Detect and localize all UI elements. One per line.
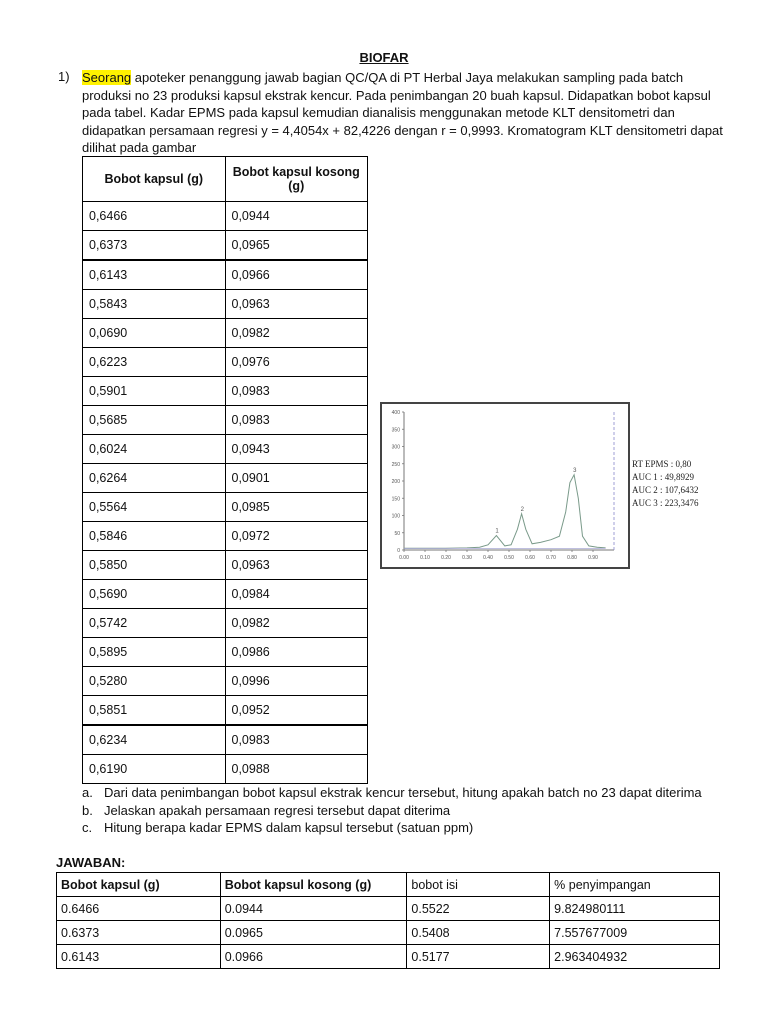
table-row [83,551,368,580]
answer-cell: 7.557677009 [550,921,720,945]
empty-capsule-weight-cell: 0,0965 [225,231,368,261]
table-row [83,435,368,464]
answer-cell: 0.0966 [220,945,407,969]
answer-cell: 0.6466 [57,897,221,921]
x-tick-label: 0.40 [483,555,493,561]
subquestion-text: Jelaskan apakah persamaan regresi tersebut dapat diterima [104,802,451,818]
table-row [83,464,368,493]
answer-label: JAWABAN: [56,855,126,870]
capsule-weight-cell: 0,5851 [83,696,226,726]
page-title: BIOFAR [359,50,409,65]
answer-row [57,897,720,921]
subquestion-text: Dari data penimbangan bobot kapsul ekstrak kencur tersebut, hitung apakah batch no 23 dapat diterima [104,785,702,800]
y-tick-label: 300 [391,444,400,451]
table-row [83,348,368,377]
table-row [83,609,368,638]
table-row [83,580,368,609]
x-tick-label: 0.80 [567,555,577,561]
capsule-weight-cell: 0,5846 [83,522,226,551]
subquestion-text: Hitung berapa kadar EPMS dalam kapsul tersebut (satuan ppm) [104,820,474,836]
empty-capsule-weight-cell: 0,0944 [225,202,368,231]
question-number: 1) [58,69,70,84]
answer-cell: 0.6373 [57,921,221,945]
y-tick-label: 250 [391,461,400,468]
capsule-weight-cell: 0,5850 [83,551,226,580]
table-row [83,667,368,696]
empty-capsule-weight-cell: 0,0966 [225,260,368,290]
question-body: apoteker penanggung jawab bagian QC/QA di PT Herbal Jaya melakukan sampling pada batch produksi no 23 produksi kapsul ekstrak kencur. Pada penimbangan 20 buah kapsul. Didapatkan bobot kapsul pada tabel. Kadar EPMS pada kapsul kemudian dianalisis menggunakan metode KLT densitometri dan didapatkan persamaan regresi y = 4,4054x + 82,4226 dengan r = 0,9993. Kromatogram KLT densitometri dapat dilihat pada gambar [82,70,723,156]
x-tick-label: 0.60 [525,555,535,561]
capsule-weight-cell: 0,6234 [83,725,226,755]
answer-row [57,945,720,969]
peak-label: 1 [495,528,499,535]
empty-capsule-weight-cell: 0,0976 [225,348,368,377]
table-row [83,522,368,551]
x-tick-label: 0.30 [462,555,472,561]
empty-capsule-weight-cell: 0,0982 [225,609,368,638]
answer-header: % penyimpangan [550,873,720,897]
chromatogram-svg [382,404,628,567]
empty-capsule-weight-cell: 0,0963 [225,551,368,580]
table-row [83,406,368,435]
empty-capsule-weight-cell: 0,0963 [225,290,368,319]
answer-cell: 0.5177 [407,945,550,969]
empty-capsule-weight-cell: 0,0983 [225,725,368,755]
chromatogram-info [632,458,699,510]
answer-cell: 0.5522 [407,897,550,921]
chromatogram-chart [380,402,630,569]
empty-capsule-weight-cell: 0,0982 [225,319,368,348]
table-row [83,493,368,522]
capsule-weight-cell: 0,6373 [83,231,226,261]
auc-1-label: AUC 1 : 49,8929 [632,472,695,482]
subquestion-c [82,819,732,837]
table-row [83,290,368,319]
x-tick-label: 0.50 [504,555,514,561]
empty-capsule-weight-cell: 0,0996 [225,667,368,696]
answer-header: Bobot kapsul kosong (g) [220,873,407,897]
table-row [83,725,368,755]
answer-row [57,921,720,945]
empty-capsule-weight-cell: 0,0988 [225,755,368,784]
empty-capsule-weight-cell: 0,0983 [225,377,368,406]
capsule-weight-cell: 0,0690 [83,319,226,348]
y-tick-label: 150 [391,496,400,503]
question-text [82,69,732,157]
answer-cell: 2.963404932 [550,945,720,969]
peak-label: 3 [573,467,577,474]
answer-cell: 0.0965 [220,921,407,945]
empty-capsule-weight-cell: 0,0984 [225,580,368,609]
table-row [83,696,368,726]
empty-capsule-weight-cell: 0,0901 [225,464,368,493]
capsule-weight-cell: 0,5564 [83,493,226,522]
subquestion-b [82,802,732,820]
answer-cell: 0.0944 [220,897,407,921]
y-tick-label: 50 [394,530,400,537]
table-header: Bobot kapsul (g) [83,157,226,202]
y-tick-label: 350 [391,427,400,434]
table-row [83,638,368,667]
capsule-weight-cell: 0,5901 [83,377,226,406]
subquestion-a [82,784,732,802]
peak-label: 2 [520,506,524,513]
y-tick-label: 200 [391,479,400,485]
capsule-weight-cell: 0,6264 [83,464,226,493]
x-tick-label: 0.00 [399,555,409,561]
answer-header: Bobot kapsul (g) [57,873,221,897]
chromatogram-line [404,475,606,549]
x-tick-label: 0.10 [420,555,430,561]
rt-epms-label: RT EPMS : 0,80 [632,459,692,469]
x-tick-label: 0.20 [441,555,451,561]
capsule-weight-cell: 0,5895 [83,638,226,667]
subquestion-letter: c. [82,820,93,836]
x-tick-label: 0.90 [588,555,598,561]
x-tick-label: 0.70 [546,555,556,561]
subquestion-letter: a. [82,785,93,800]
table-header: Bobot kapsul kosong (g) [225,157,368,202]
empty-capsule-weight-cell: 0,0985 [225,493,368,522]
y-tick-label: 100 [391,513,400,520]
answer-cell: 0.6143 [57,945,221,969]
capsule-weight-cell: 0,5280 [83,667,226,696]
table-row [83,377,368,406]
empty-capsule-weight-cell: 0,0952 [225,696,368,726]
table-row [83,231,368,261]
table-row [83,755,368,784]
answer-cell: 9.824980111 [550,897,720,921]
empty-capsule-weight-cell: 0,0972 [225,522,368,551]
capsule-weight-cell: 0,6143 [83,260,226,290]
subquestion-list [82,784,732,837]
subquestion-letter: b. [82,802,93,818]
capsule-weight-table [82,156,368,784]
y-tick-label: 0 [397,548,400,554]
capsule-weight-cell: 0,6190 [83,755,226,784]
answer-table [56,872,720,969]
capsule-weight-cell: 0,5843 [83,290,226,319]
table-row [83,260,368,290]
capsule-weight-cell: 0,5685 [83,406,226,435]
capsule-weight-cell: 0,5742 [83,609,226,638]
capsule-weight-cell: 0,6223 [83,348,226,377]
capsule-weight-cell: 0,6024 [83,435,226,464]
empty-capsule-weight-cell: 0,0986 [225,638,368,667]
empty-capsule-weight-cell: 0,0983 [225,406,368,435]
table-row [83,319,368,348]
answer-header: bobot isi [407,873,550,897]
capsule-weight-cell: 0,6466 [83,202,226,231]
empty-capsule-weight-cell: 0,0943 [225,435,368,464]
answer-cell: 0.5408 [407,921,550,945]
auc-3-label: AUC 3 : 223,3476 [632,498,699,508]
auc-2-label: AUC 2 : 107,6432 [632,485,699,495]
table-row [83,202,368,231]
capsule-weight-cell: 0,5690 [83,580,226,609]
highlighted-word: Seorang [82,70,132,85]
y-tick-label: 400 [391,410,400,416]
